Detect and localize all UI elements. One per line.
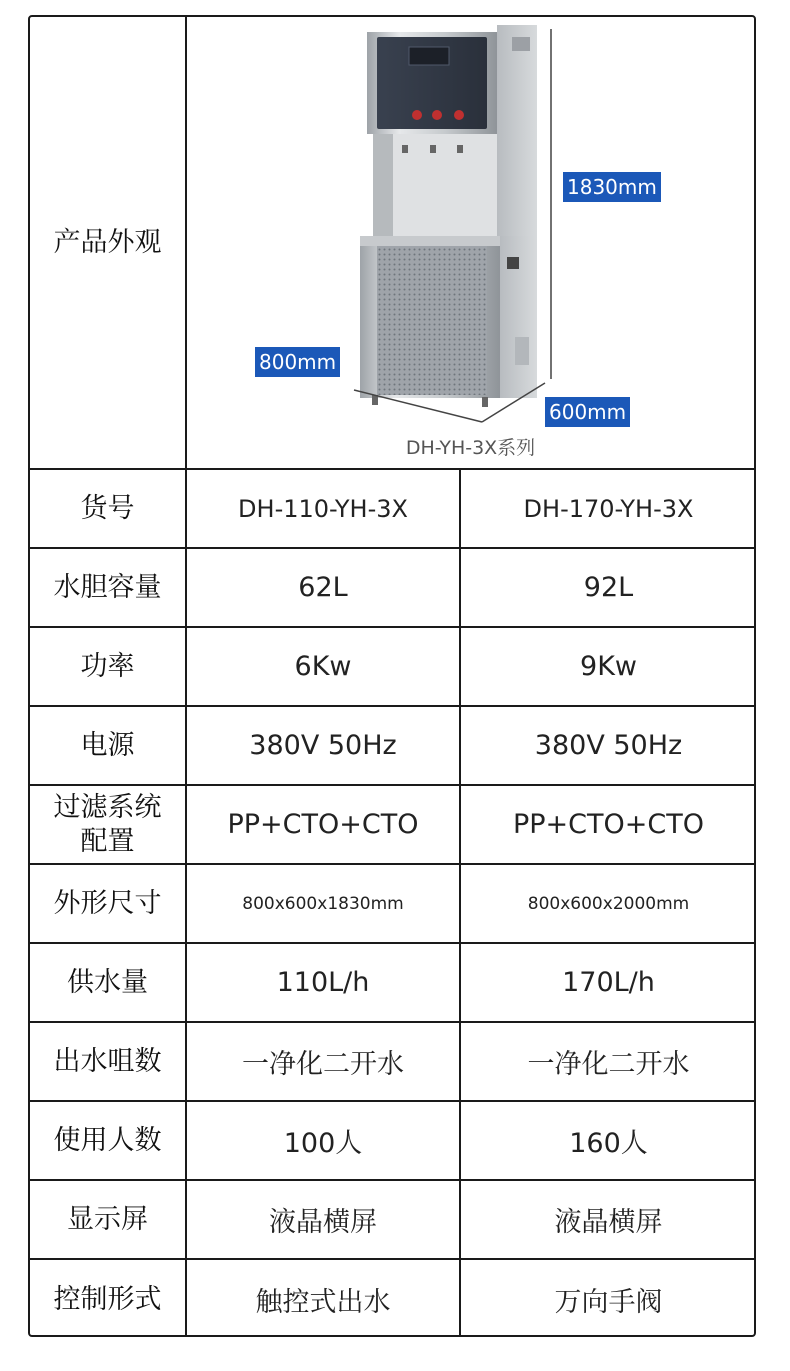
depth-dimension-badge: 600mm [545,397,630,427]
water-dispenser-illustration [187,17,756,470]
spec-row-power-supply [30,707,754,786]
height-dimension-badge: 1830mm [563,172,661,202]
spec-row-capacity [30,549,754,628]
product-image [187,17,754,468]
row-label: 水胆容量 [30,549,187,626]
row-label-line1: 过滤系统 [53,791,162,823]
model-2-value: 170L/h [562,967,655,998]
spec-row-display [30,1181,754,1260]
spec-row-control [30,1260,754,1337]
model-2-value: 一净化二开水 [527,1049,690,1080]
spec-row-water-output [30,944,754,1023]
row-label: 使用人数 [30,1102,187,1179]
model-1-value: DH-110-YH-3X [187,470,461,547]
spec-row-users [30,1102,754,1181]
model-1-value: 100人 [187,1102,461,1179]
spec-row-model [30,470,754,549]
series-caption: DH-YH-3X系列 [405,437,536,459]
width-dimension-badge: 800mm [255,347,340,377]
model-2-value: DH-170-YH-3X [523,494,694,523]
model-1-value: 液晶横屏 [187,1181,461,1258]
spec-row-power [30,628,754,707]
model-2-value: 800x600x2000mm [527,893,690,914]
row-label-appearance: 产品外观 [30,17,187,468]
model-1-value: 380V 50Hz [187,707,461,784]
row-label: 供水量 [30,944,187,1021]
model-1-value: 110L/h [187,944,461,1021]
model-1-value: 800x600x1830mm [187,865,461,942]
row-label: 电源 [30,707,187,784]
model-2-value: 92L [583,572,634,603]
model-2-value: PP+CTO+CTO [512,809,704,840]
model-1-value: PP+CTO+CTO [187,786,461,863]
row-label: 货号 [30,470,187,547]
appearance-row [30,17,754,470]
model-1-value: 触控式出水 [187,1260,461,1337]
model-1-value: 62L [187,549,461,626]
model-1-value: 6Kw [187,628,461,705]
spec-table [28,15,756,1337]
model-2-value: 万向手阀 [554,1287,663,1318]
model-1-value: 一净化二开水 [187,1023,461,1100]
model-2-value: 液晶横屏 [554,1207,663,1238]
model-2-value: 9Kw [580,651,637,682]
row-label-filter [30,786,187,863]
row-label: 控制形式 [30,1260,187,1337]
row-label: 显示屏 [30,1181,187,1258]
row-label-line2: 配置 [80,825,135,857]
model-2-value: 160人 [569,1128,648,1159]
spec-row-taps [30,1023,754,1102]
row-label: 功率 [30,628,187,705]
model-2-value: 380V 50Hz [534,730,683,761]
row-label: 出水咀数 [30,1023,187,1100]
spec-row-filter [30,786,754,865]
row-label: 外形尺寸 [30,865,187,942]
spec-row-dimensions [30,865,754,944]
